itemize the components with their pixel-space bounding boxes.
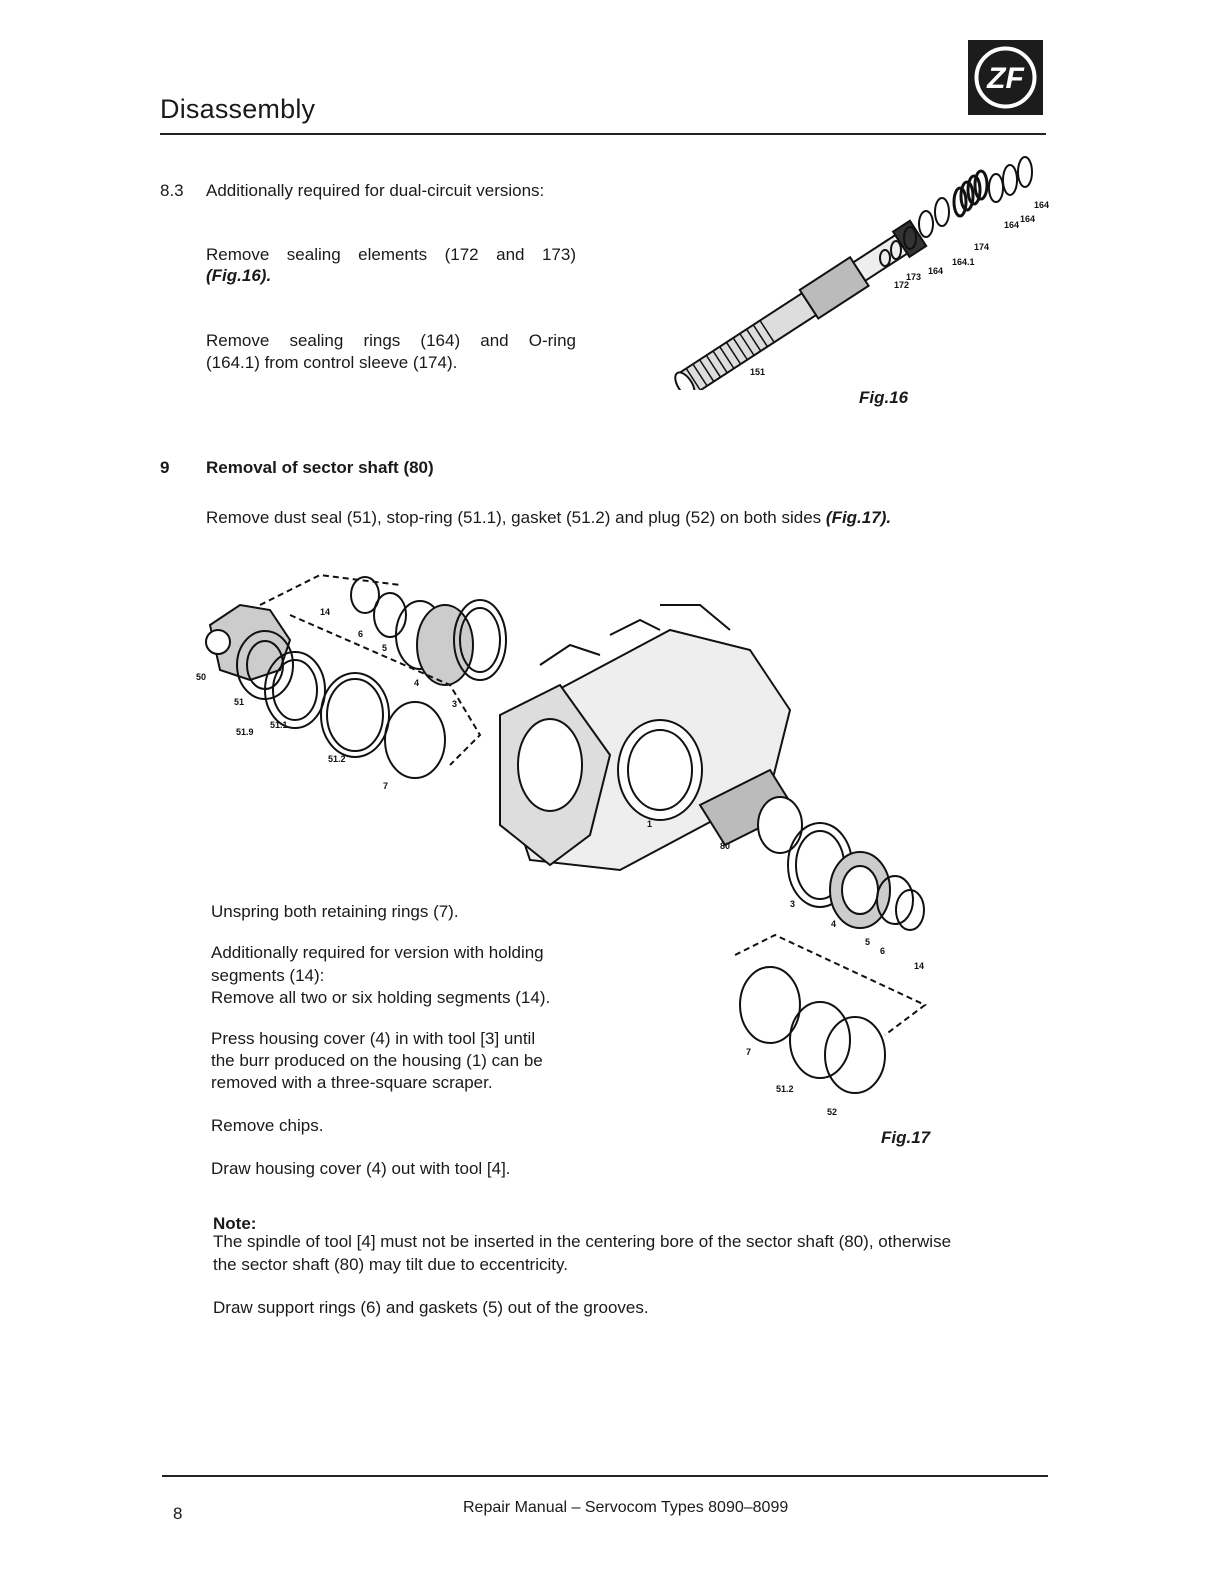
fig17-label: 1 [647, 819, 653, 829]
note-text-2: the sector shaft (80) may tilt due to eccentricity. [213, 1255, 568, 1274]
fig17-label: 6 [358, 629, 364, 639]
fig17-label: 4 [414, 678, 420, 688]
fig16-label: 172 [894, 280, 910, 290]
section-8-3-heading: Additionally required for dual-circuit versions: [206, 181, 545, 200]
fig17-label: 5 [382, 643, 388, 653]
section-9-intro [206, 507, 891, 529]
zf-logo [968, 40, 1043, 115]
section-9-intro-text: Remove dust seal (51), stop-ring (51.1), gasket (51.2) and plug (52) on both sides [206, 508, 822, 527]
unspring-text: Unspring both retaining rings (7). [211, 902, 459, 921]
press-text-1: Press housing cover (4) in with tool [3] until [211, 1029, 536, 1048]
fig17-label: 6 [880, 946, 886, 956]
footer-divider [162, 1475, 1048, 1477]
fig16-label: 174 [974, 242, 990, 252]
zf-logo-text: ZF [987, 62, 1024, 95]
fig17-reference: (Fig.17). [825, 508, 892, 527]
remove-sealing-elements-text: Remove sealing elements (172 and 173) [206, 245, 576, 264]
fig17-label: 80 [720, 841, 731, 851]
fig16-label: 164.1 [952, 257, 975, 267]
remove-sealing-rings-text-2: (164.1) from control sleeve (174). [206, 353, 458, 372]
fig17-label: 5 [865, 937, 871, 947]
fig16-label: 164 [928, 266, 944, 276]
holding-text-3: Remove all two or six holding segments (14). [211, 988, 551, 1007]
holding-text-2: segments (14): [211, 966, 325, 985]
manual-title: Repair Manual – Servocom Types 8090–8099 [463, 1499, 789, 1516]
fig17-label: 51 [234, 697, 245, 707]
header-divider [160, 133, 1046, 135]
remove-sealing-rings-text: Remove sealing rings (164) and O-ring [206, 331, 576, 350]
fig17-label: 7 [746, 1047, 752, 1057]
fig17-caption: Fig.17 [881, 1128, 931, 1147]
draw-cover-text: Draw housing cover (4) out with tool [4]. [211, 1159, 511, 1178]
fig17-label: 4 [831, 919, 837, 929]
remove-chips-text: Remove chips. [211, 1116, 324, 1135]
press-text-2: the burr produced on the housing (1) can be [211, 1051, 543, 1070]
fig16-caption: Fig.16 [859, 388, 909, 407]
fig17-label: 52 [827, 1107, 838, 1117]
fig17-label: 14 [320, 607, 331, 617]
page-title: Disassembly [160, 94, 316, 124]
fig16-label: 164 [1004, 220, 1020, 230]
fig16-label: 173 [906, 272, 922, 282]
section-9-heading: Removal of sector shaft (80) [206, 458, 434, 477]
fig17-label: 50 [196, 672, 207, 682]
fig17-label: 3 [452, 699, 458, 709]
fig16-label: 151 [750, 367, 766, 377]
page-number: 8 [173, 1504, 183, 1523]
section-number-9: 9 [160, 458, 170, 477]
fig17-label: 14 [914, 961, 925, 971]
note-text-1: The spindle of tool [4] must not be inserted in the centering bore of the sector shaft (80), otherwise [213, 1232, 952, 1251]
note-label: Note: [213, 1214, 257, 1233]
fig17-label: 51.1 [270, 720, 288, 730]
fig16-reference: (Fig.16). [206, 266, 272, 285]
fig17-label: 3 [790, 899, 796, 909]
fig16-label: 164 [1034, 200, 1050, 210]
draw-rings-text: Draw support rings (6) and gaskets (5) out of the grooves. [213, 1298, 649, 1317]
fig17-label: 51.2 [328, 754, 346, 764]
press-text-3: removed with a three-square scraper. [211, 1073, 493, 1092]
fig17-label: 51.9 [236, 727, 254, 737]
fig16-label: 164 [1020, 214, 1036, 224]
fig17-label: 51.2 [776, 1084, 794, 1094]
figure-16-illustration [670, 150, 1050, 390]
section-number-8-3: 8.3 [160, 181, 184, 200]
fig17-label: 7 [383, 781, 389, 791]
holding-text-1: Additionally required for version with holding [211, 943, 544, 962]
